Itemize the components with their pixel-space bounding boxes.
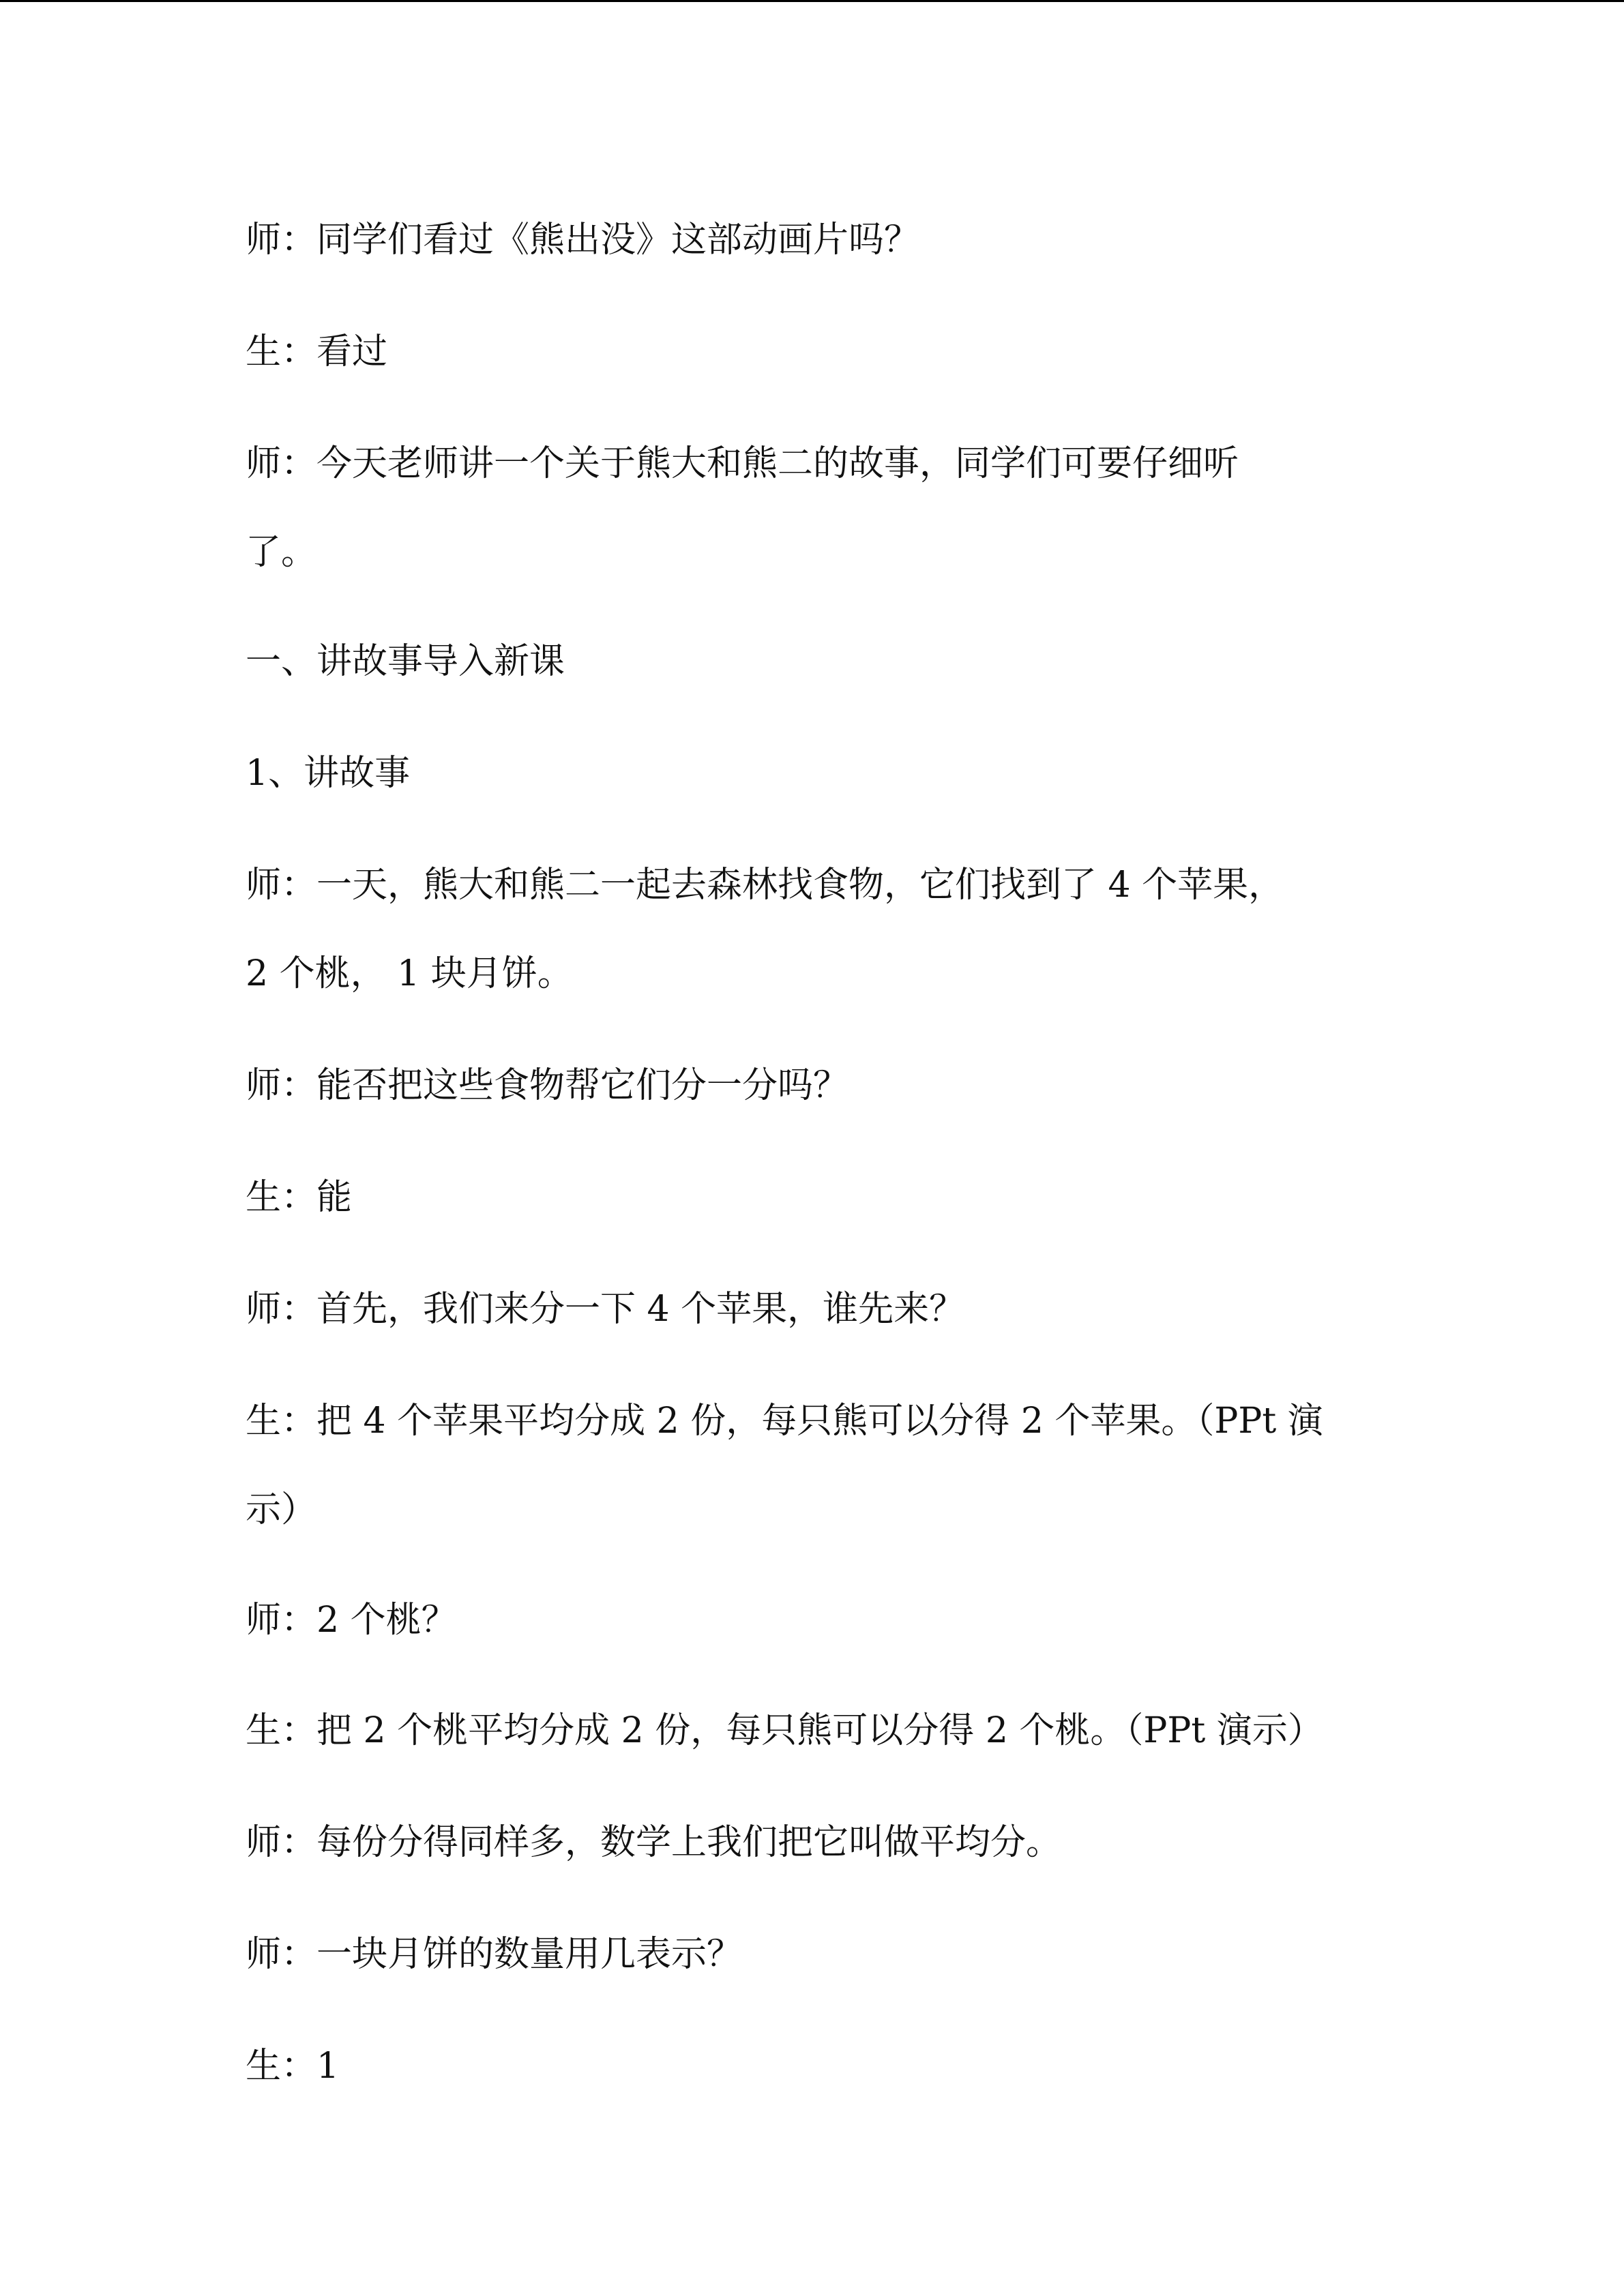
subsection-heading: 1、讲故事 (246, 753, 411, 794)
text-line: 师：一块月饼的数量用几表示？ (246, 1934, 743, 1975)
text-line: 师：同学们看过《熊出没》这部动画片吗？ (246, 220, 920, 260)
text-line: 师：一天，熊大和熊二一起去森林找食物，它们找到了 4 个苹果， (246, 865, 1284, 906)
text-line: 师：首先，我们来分一下 4 个苹果，谁先来？ (246, 1289, 965, 1330)
text-line: 生：能 (246, 1177, 353, 1218)
text-line: 生：把 2 个桃平均分成 2 份，每只熊可以分得 2 个桃。（PPt 演示） (246, 1710, 1323, 1751)
text-line: 示） (246, 1489, 317, 1530)
text-line: 2 个桃， 1 块月饼。 (246, 953, 573, 994)
text-line: 师：每份分得同样多，数学上我们把它叫做平均分。 (246, 1822, 1062, 1863)
page-top-border (0, 0, 1624, 2)
text-line: 生：把 4 个苹果平均分成 2 份，每只熊可以分得 2 个苹果。（PPt 演 (246, 1401, 1323, 1442)
text-line: 师：今天老师讲一个关于熊大和熊二的故事，同学们可要仔细听 (246, 443, 1239, 484)
section-heading: 一、讲故事导入新课 (246, 641, 565, 682)
text-line: 了。 (246, 532, 317, 573)
text-line: 师：2 个桃？ (246, 1600, 457, 1641)
text-line: 生：看过 (246, 331, 388, 372)
text-line: 师：能否把这些食物帮它们分一分吗？ (246, 1065, 849, 1106)
text-line: 生：1 (246, 2046, 340, 2087)
